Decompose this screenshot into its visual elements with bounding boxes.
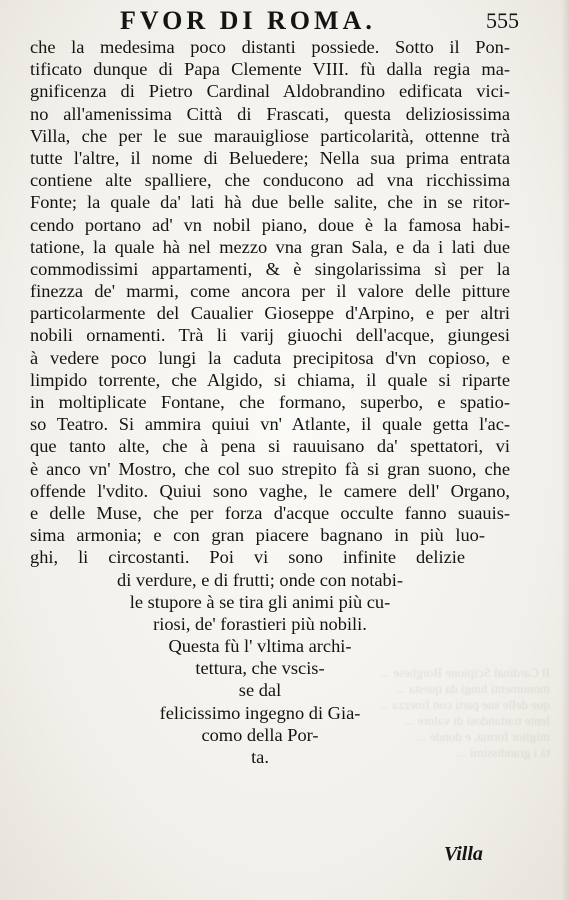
text-line: tettura, che vscis-: [195, 658, 325, 679]
text-line: cendo portano ad' vn nobil piano, doue è la famosa habi-: [30, 214, 510, 235]
text-line: è anco vn' Mostro, che col suo strepito fà si gran suono, che: [30, 458, 510, 479]
text-line: gnificenza di Pietro Cardinal Aldobrandino edificata vici-: [30, 81, 510, 102]
page-number: 555: [486, 8, 519, 33]
text-line: in moltiplicate Fontane, che formano, superbo, e spatio-: [30, 392, 510, 412]
text-line: Fonte; la quale da' lati hà due belle salite, che in se ritor-: [30, 192, 510, 213]
text-line: e delle Muse, che per forza d'acque occulte fanno suauis-: [30, 502, 510, 523]
text-line: à vedere poco lungi la caduta precipitosa d'vn copioso, e: [30, 347, 510, 368]
text-line: che la medesima poco distanti possiede. Sotto il Pon-: [30, 37, 510, 57]
bleed-through-text: Il Cardinal Scipione Borghese ... monumenti lungi da questa ... que delle sue parti con finezza ... lente trattandosi di valore ... miglior forma, e donde ... tà i grandissimi ...: [379, 665, 550, 760]
text-line: limpido torrente, che Algido, si chiama, il quale si riparte: [30, 369, 510, 390]
text-line: contiene alte spalliere, che conducono ad vna ricchissima: [30, 170, 510, 191]
text-line: ta.: [251, 747, 269, 767]
text-line: le stupore à se tira gli animi più cu-: [129, 591, 391, 612]
text-line: tutte l'altre, il nome di Beluedere; Nella sua prima entrata: [30, 147, 510, 168]
text-line: Villa, che per le sue marauigliose particolarità, ottenne trà: [30, 125, 510, 146]
text-line: offende l'vdito. Quiui sono vaghe, le camere dell' Organo,: [30, 480, 510, 501]
text-line: sima armonia; e con gran piacere bagnano in più luo-: [30, 525, 485, 546]
text-line: como della Por-: [201, 724, 319, 745]
text-line: tatione, la quale hà nel mezzo vna gran Sala, e da i lati due: [30, 236, 510, 257]
text-line: no all'amenissima Città di Frascati, questa deliziosissima: [30, 103, 510, 124]
text-line: Questa fù l' vltima archi-: [168, 636, 352, 657]
text-line: so Teatro. Si ammira quiui vn' Atlante, il quale getta l'ac-: [30, 414, 510, 435]
text-line: felicissimo ingegno di Gia-: [159, 702, 361, 723]
text-line: commodissimi appartamenti, & è singolarissima sì per la: [30, 258, 510, 279]
catchword: Villa: [444, 843, 483, 865]
running-head: FVOR DI ROMA.: [120, 6, 376, 35]
page-header: [0, 2, 569, 36]
text-line: tificato dunque di Papa Clemente VIII. fù dalla regia ma-: [30, 59, 510, 80]
text-line: se dal: [238, 680, 282, 701]
text-line: particolarmente del Caualier Gioseppe d'Arpino, e per altri: [30, 303, 510, 324]
text-line: di verdure, e di frutti; onde con notabi-: [117, 569, 403, 590]
text-line: ghi, li circostanti. Poi vi sono infinite delizie: [30, 547, 465, 568]
body-text: [30, 36, 510, 768]
text-line: finezza de' marmi, come ancora per il valore delle pitture: [30, 281, 510, 302]
page-edge-shadow: [561, 0, 569, 900]
text-line: riosi, de' forastieri più nobili.: [153, 613, 367, 634]
text-line: nobili ornamenti. Trà li varij giuochi dell'acque, giungesi: [30, 325, 510, 346]
text-line: que tanto alte, che à pena si rauuisano da' spettatori, vi: [30, 436, 510, 457]
